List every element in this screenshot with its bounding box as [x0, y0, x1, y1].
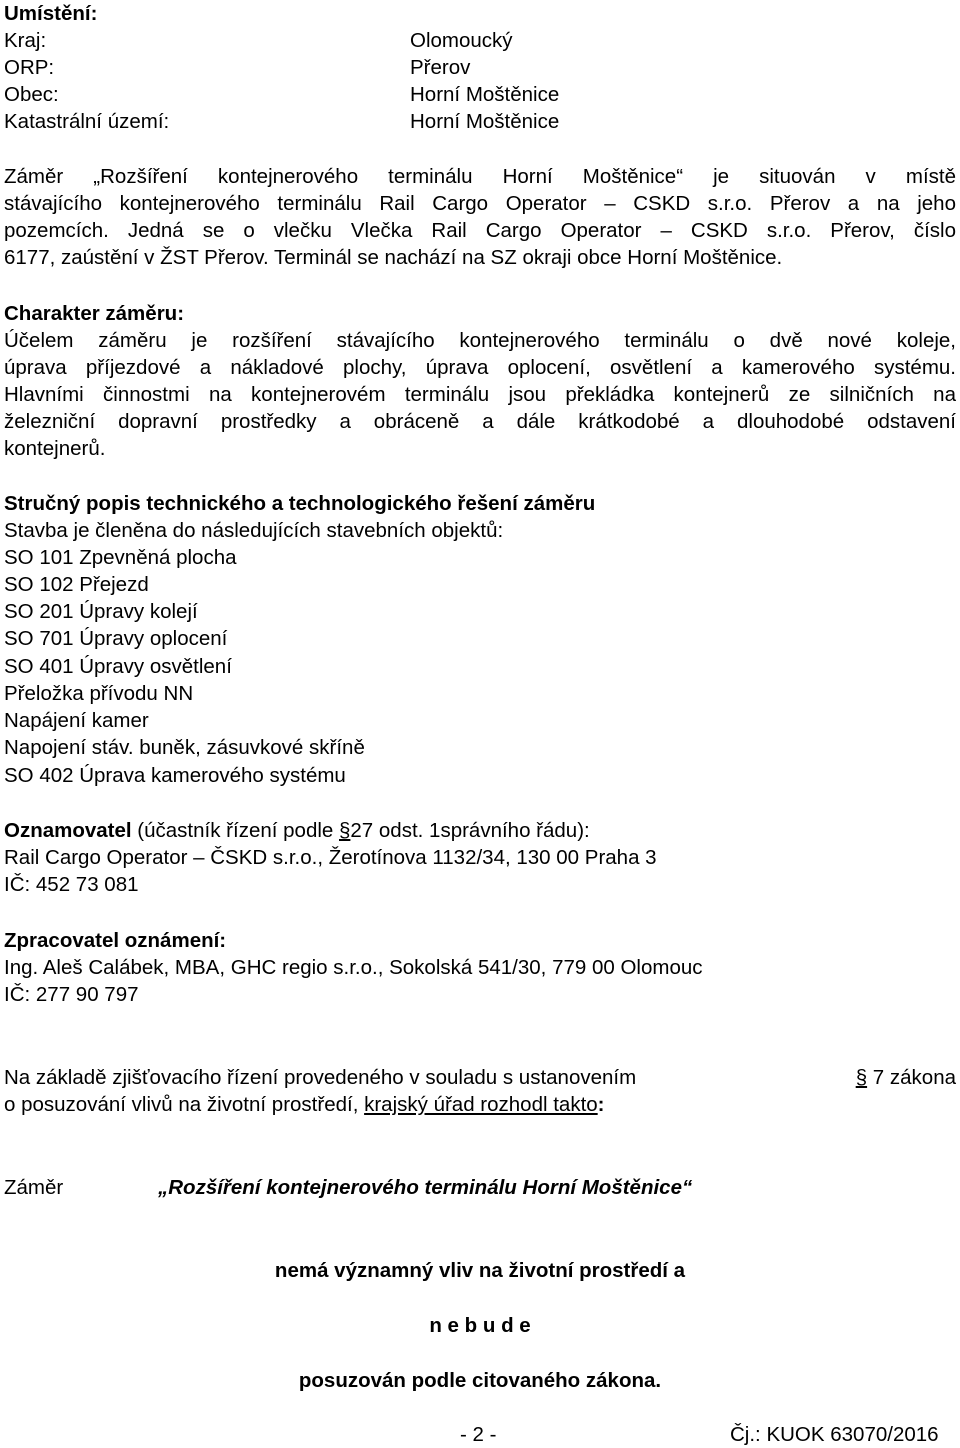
- section-sign: §: [339, 819, 351, 842]
- verdict-line-2: n e b u d e: [429, 1314, 531, 1337]
- decision-line-2: [4, 1095, 605, 1116]
- list-item: Napájení kamer: [4, 709, 149, 732]
- character-line-2: úprava příjezdové a nákladové plochy, úprava oplocení, osvětlení a kamerového systému.: [4, 356, 956, 379]
- intro-line-4: 6177, zaústění v ŽST Přerov. Terminál se nachází na SZ okraji obce Horní Moštěnice.: [4, 246, 783, 269]
- processor-address: Ing. Aleš Calábek, MBA, GHC regio s.r.o., Sokolská 541/30, 779 00 Olomouc: [4, 956, 703, 979]
- decision-ruling: krajský úřad rozhodl takto: [364, 1093, 598, 1116]
- processor-ic: IČ: 277 90 797: [4, 983, 139, 1006]
- notifier-heading-rest: (účastník řízení podle: [131, 819, 339, 842]
- description-heading: Stručný popis technického a technologického řešení záměru: [4, 492, 596, 515]
- label-orp: ORP:: [4, 56, 55, 79]
- list-item: SO 401 Úpravy osvětlení: [4, 655, 232, 678]
- list-item: SO 201 Úpravy kolejí: [4, 600, 198, 623]
- intro-line-2: stávajícího kontejnerového terminálu Rail Cargo Operator – CSKD s.r.o. Přerov a na jeho: [4, 192, 956, 215]
- value-orp: Přerov: [410, 56, 471, 79]
- list-item: SO 102 Přejezd: [4, 573, 149, 596]
- decision-text: Na základě zjišťovacího řízení provedeného v souladu s ustanovením: [4, 1066, 637, 1089]
- decision-colon: :: [597, 1093, 605, 1116]
- verdict-line-3: posuzován podle citovaného zákona.: [298, 1369, 662, 1392]
- character-line-1: Účelem záměru je rozšíření stávajícího kontejnerového terminálu o dvě nové koleje,: [4, 329, 956, 352]
- decision-line-1: [4, 1068, 956, 1089]
- intro-line-1: [4, 167, 956, 188]
- list-item: Napojení stáv. buněk, zásuvkové skříně: [4, 736, 365, 759]
- notifier-ic: IČ: 452 73 081: [4, 873, 139, 896]
- verdict-label: Záměr: [4, 1176, 64, 1199]
- list-item: Přeložka přívodu NN: [4, 682, 194, 705]
- value-katastr: Horní Moštěnice: [410, 110, 560, 133]
- processor-heading: Zpracovatel oznámení:: [4, 929, 227, 952]
- notifier-address: Rail Cargo Operator – ČSKD s.r.o., Žerotínova 1132/34, 130 00 Praha 3: [4, 846, 657, 869]
- value-obec: Horní Moštěnice: [410, 83, 560, 106]
- notifier-heading: Oznamovatel: [4, 819, 132, 842]
- reference-number: Čj.: KUOK 63070/2016: [730, 1423, 939, 1446]
- verdict-line-1: nemá významný vliv na životní prostředí a: [274, 1259, 686, 1282]
- page-number: - 2 -: [460, 1423, 497, 1446]
- character-line-4: železniční dopravní prostředky a obráceně a dále krátkodobé a dlouhodobé odstavení: [4, 410, 956, 433]
- description-intro: Stavba je členěna do následujících stavebních objektů:: [4, 519, 504, 542]
- character-heading: Charakter záměru:: [4, 302, 185, 325]
- value-kraj: Olomoucký: [410, 29, 513, 52]
- list-item: SO 701 Úpravy oplocení: [4, 627, 228, 650]
- label-obec: Obec:: [4, 83, 59, 106]
- section-sign-2: §: [855, 1066, 868, 1089]
- notifier-heading-end: 27 odst. 1správního řádu):: [350, 819, 590, 842]
- verdict-title: „Rozšíření kontejnerového terminálu Horní Moštěnice“: [158, 1176, 693, 1199]
- label-katastr: Katastrální území:: [4, 110, 170, 133]
- notifier-heading-line: [4, 821, 590, 842]
- decision-law: 7 zákona: [872, 1066, 956, 1089]
- intro-text-1: Záměr „Rozšíření kontejnerového terminálu Horní Moštěnice“ je situován v místě: [4, 165, 956, 188]
- character-line-5: kontejnerů.: [4, 437, 106, 460]
- intro-line-3: pozemcích. Jedná se o vlečku Vlečka Rail Cargo Operator – CSKD s.r.o. Přerov, číslo: [4, 219, 956, 242]
- label-kraj: Kraj:: [4, 29, 47, 52]
- decision-section: [856, 1068, 956, 1089]
- list-item: SO 101 Zpevněná plocha: [4, 546, 237, 569]
- decision-text-2: o posuzování vlivů na životní prostředí,: [4, 1093, 365, 1116]
- character-line-3: Hlavními činnostmi na kontejnerovém terminálu jsou překládka kontejnerů ze silničních na: [4, 383, 956, 406]
- list-item: SO 402 Úprava kamerového systému: [4, 764, 346, 787]
- location-heading: Umístění:: [4, 2, 98, 25]
